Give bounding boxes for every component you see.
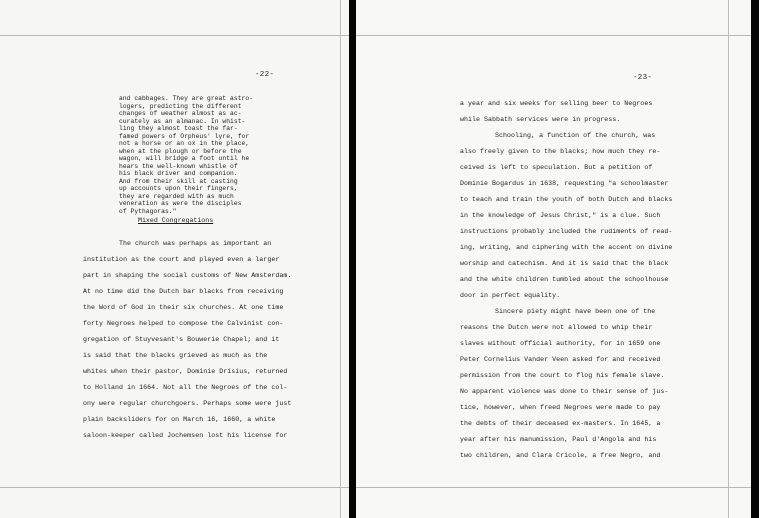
body-line: in the knowledge of Jesus Christ," is a clue. Such xyxy=(460,212,661,219)
quote-line: veneration as were the disciples xyxy=(119,200,242,207)
body-line: year after his manumission, Paul d'Angola and his xyxy=(460,436,657,443)
body-line: two children, and Clara Cricole, a free Negro, and xyxy=(460,452,661,459)
page-edge-line xyxy=(340,0,341,518)
quote-line: logers, predicting the different xyxy=(119,102,242,110)
quote-line: when at the plough or before the xyxy=(119,147,242,155)
page-number: -22- xyxy=(255,71,275,79)
body-line: plain backsliders for on March 16, 1660, a white xyxy=(83,416,276,423)
quote-line: not a horse or an ox in the place, xyxy=(119,140,250,147)
quote-line: famed powers of Orpheus' lyre, for xyxy=(119,132,250,140)
page-edge-line xyxy=(356,35,751,36)
body-line: the debts of their deceased ex-masters. In 1645, a xyxy=(460,420,661,427)
page-edge-line xyxy=(0,487,349,488)
body-line: forty Negroes helped to compose the Calvinist con- xyxy=(83,320,284,327)
body-line: whites when their pastor, Dominie Drisius, returned xyxy=(83,368,288,375)
quote-line: wagon, will bridge a foot until he xyxy=(119,155,250,162)
body-line: is said that the blacks grieved as much as the xyxy=(83,352,268,359)
page-edge-line xyxy=(356,487,751,488)
page-edge-line xyxy=(728,0,729,518)
body-line: Dominie Bogardus in 1638, requesting "a schoolmaster xyxy=(460,180,669,187)
body-line: ing, writing, and ciphering with the accent on divine xyxy=(460,244,673,251)
body-line: gregation of Stuyvesant's Bouwerie Chapel; and it xyxy=(83,336,280,343)
page-number: -23- xyxy=(633,74,653,82)
body-line: instructions probably included the rudiments of read- xyxy=(460,228,673,235)
quote-line: up accounts upon their fingers, xyxy=(119,185,238,192)
body-line: institution as the court and played even a larger xyxy=(83,256,280,263)
body-line: permission from the court to flog his female slave. xyxy=(460,372,665,379)
body-line: to teach and train the youth of both Dutch and blacks xyxy=(460,196,673,203)
quote-line: they are regarded with as much xyxy=(119,192,234,200)
quote-line: hears the well-known whistle of xyxy=(119,162,238,170)
quote-line: and cabbages. They are great astro- xyxy=(119,95,254,102)
section-heading: Mixed Congregations xyxy=(138,217,214,224)
body-line: part in shaping the social customs of New Amsterdam. xyxy=(83,272,292,279)
quote-line: changes of weather almost as ac- xyxy=(119,110,242,117)
body-line: No apparent violence was done to their sense of jus- xyxy=(460,388,669,395)
body-line: and the white children tumbled about the schoolhouse xyxy=(460,276,669,283)
body-line: ceived is left to speculation. But a petition of xyxy=(460,164,653,171)
body-line: ony were regular churchgoers. Perhaps some were just xyxy=(83,400,292,407)
body-line: At no time did the Dutch bar blacks from receiving xyxy=(83,288,284,295)
quote-line: And from their skill at casting xyxy=(119,177,238,185)
body-line: slaves without official authority, for in 1659 one xyxy=(460,340,661,347)
right-page xyxy=(356,0,751,518)
left-page xyxy=(0,0,349,518)
quote-line: ling they almost toast the far- xyxy=(119,125,238,132)
page-edge-line xyxy=(0,35,349,36)
body-line: door in perfect equality. xyxy=(460,292,561,299)
quote-line: curately as an almanac. In whist- xyxy=(119,117,246,125)
body-line: tice, however, when freed Negroes were made to pay xyxy=(460,404,661,411)
body-line: the Word of God in their six churches. At one time xyxy=(83,304,284,311)
body-line: Schooling, a function of the church, was xyxy=(495,132,656,139)
body-line: The church was perhaps as important an xyxy=(119,240,272,247)
body-line: also freely given to the blacks; how much they re- xyxy=(460,148,661,155)
body-line: Peter Cornelius Vander Veen asked for and received xyxy=(460,356,661,363)
body-line: while Sabbath services were in progress. xyxy=(460,116,621,123)
quote-line: of Pythagoras." xyxy=(119,207,177,215)
body-line: to Holland in 1664. Not all the Negroes of the col- xyxy=(83,384,288,391)
body-line: saloon-keeper called Jochemsen lost his license for xyxy=(83,432,288,439)
quote-line: his black driver and companion. xyxy=(119,170,238,177)
body-line: Sincere piety might have been one of the xyxy=(495,308,656,315)
body-line: a year and six weeks for selling beer to Negroes xyxy=(460,100,653,107)
body-line: worship and catechism. And it is said that the black xyxy=(460,260,669,267)
body-line: reasons the Dutch were not allowed to whip their xyxy=(460,324,653,331)
